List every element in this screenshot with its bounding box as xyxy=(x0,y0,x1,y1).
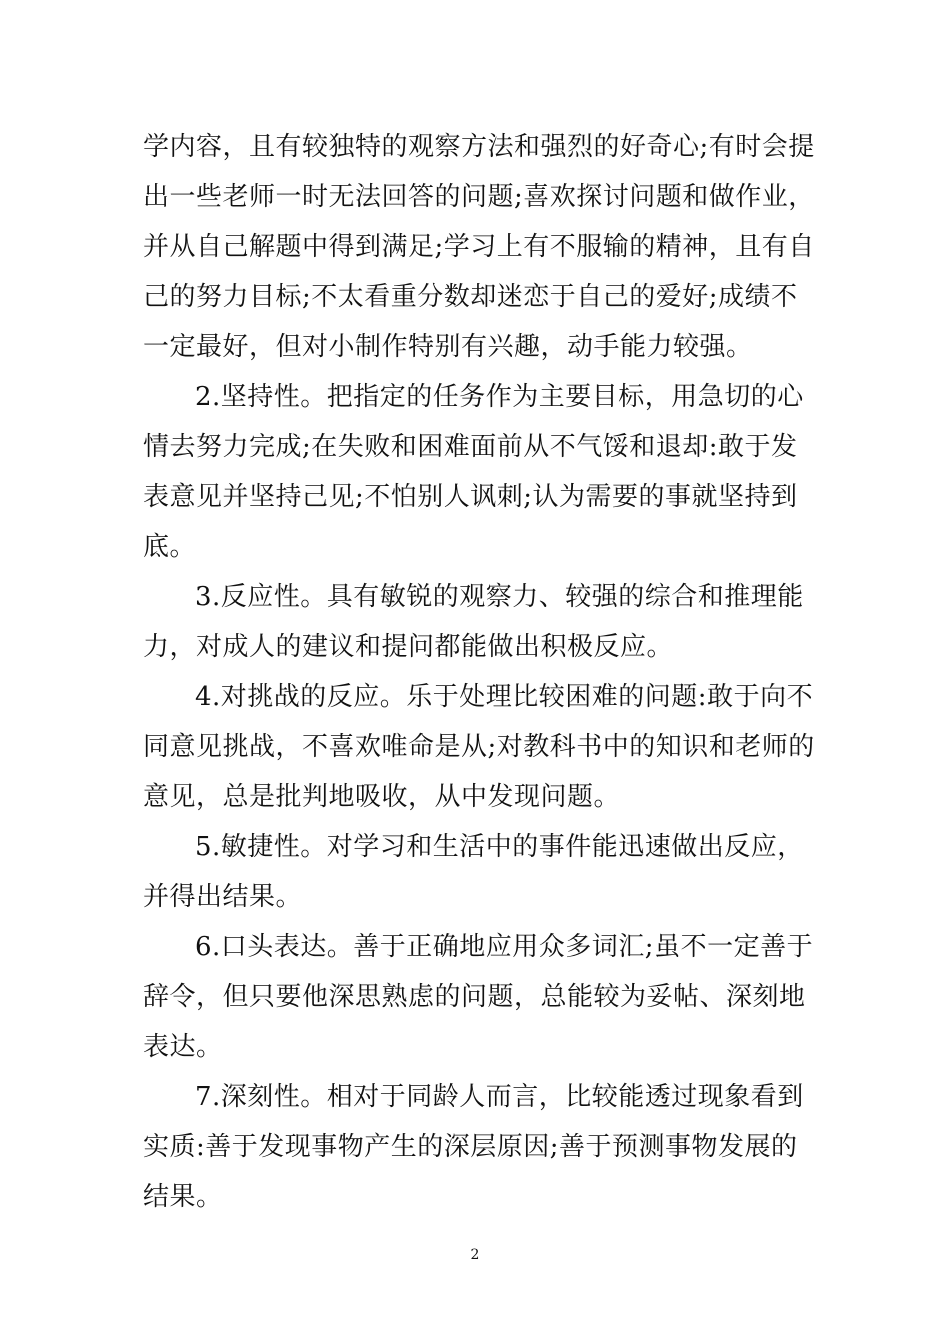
text-line: 力，对成人的建议和提问都能做出积极反应。 xyxy=(143,632,674,662)
text-line: 表达。 xyxy=(143,1032,223,1062)
text-line: 结果。 xyxy=(143,1182,223,1212)
text-line: 学内容，且有较独特的观察方法和强烈的好奇心;有时会提 xyxy=(143,132,815,162)
text-line: 表意见并坚持己见;不怕别人讽刺;认为需要的事就坚持到 xyxy=(143,482,798,512)
paragraph-start-line: 2.坚持性。把指定的任务作为主要目标，用急切的心 xyxy=(195,382,804,412)
paragraph-start-line: 3.反应性。具有敏锐的观察力、较强的综合和推理能 xyxy=(195,582,804,612)
text-line: 己的努力目标;不太看重分数却迷恋于自己的爱好;成绩不 xyxy=(143,282,798,312)
text-line: 底。 xyxy=(143,532,197,562)
text-line: 情去努力完成;在失败和困难面前从不气馁和退却:敢于发 xyxy=(143,432,798,462)
text-line: 意见，总是批判地吸收，从中发现问题。 xyxy=(143,782,621,812)
text-line: 并从自己解题中得到满足;学习上有不服输的精神，且有自 xyxy=(143,232,815,262)
paragraph-start-line: 7.深刻性。相对于同龄人而言，比较能透过现象看到 xyxy=(195,1082,804,1112)
paragraph-start-line: 5.敏捷性。对学习和生活中的事件能迅速做出反应， xyxy=(195,832,804,862)
text-line: 一定最好，但对小制作特别有兴趣，动手能力较强。 xyxy=(143,332,753,362)
paragraph-start-line: 6.口头表达。善于正确地应用众多词汇;虽不一定善于 xyxy=(195,932,814,962)
text-line: 实质:善于发现事物产生的深层原因;善于预测事物发展的 xyxy=(143,1132,798,1162)
document-body xyxy=(143,122,815,1222)
page-number: 2 xyxy=(470,1247,480,1263)
text-line: 出一些老师一时无法回答的问题;喜欢探讨问题和做作业， xyxy=(143,182,815,212)
text-line: 辞令，但只要他深思熟虑的问题，总能较为妥帖、深刻地 xyxy=(143,982,806,1012)
paragraph-start-line: 4.对挑战的反应。乐于处理比较困难的问题:敢于向不 xyxy=(195,682,814,712)
text-line: 并得出结果。 xyxy=(143,882,303,912)
text-line: 同意见挑战，不喜欢唯命是从;对教科书中的知识和老师的 xyxy=(143,732,815,762)
